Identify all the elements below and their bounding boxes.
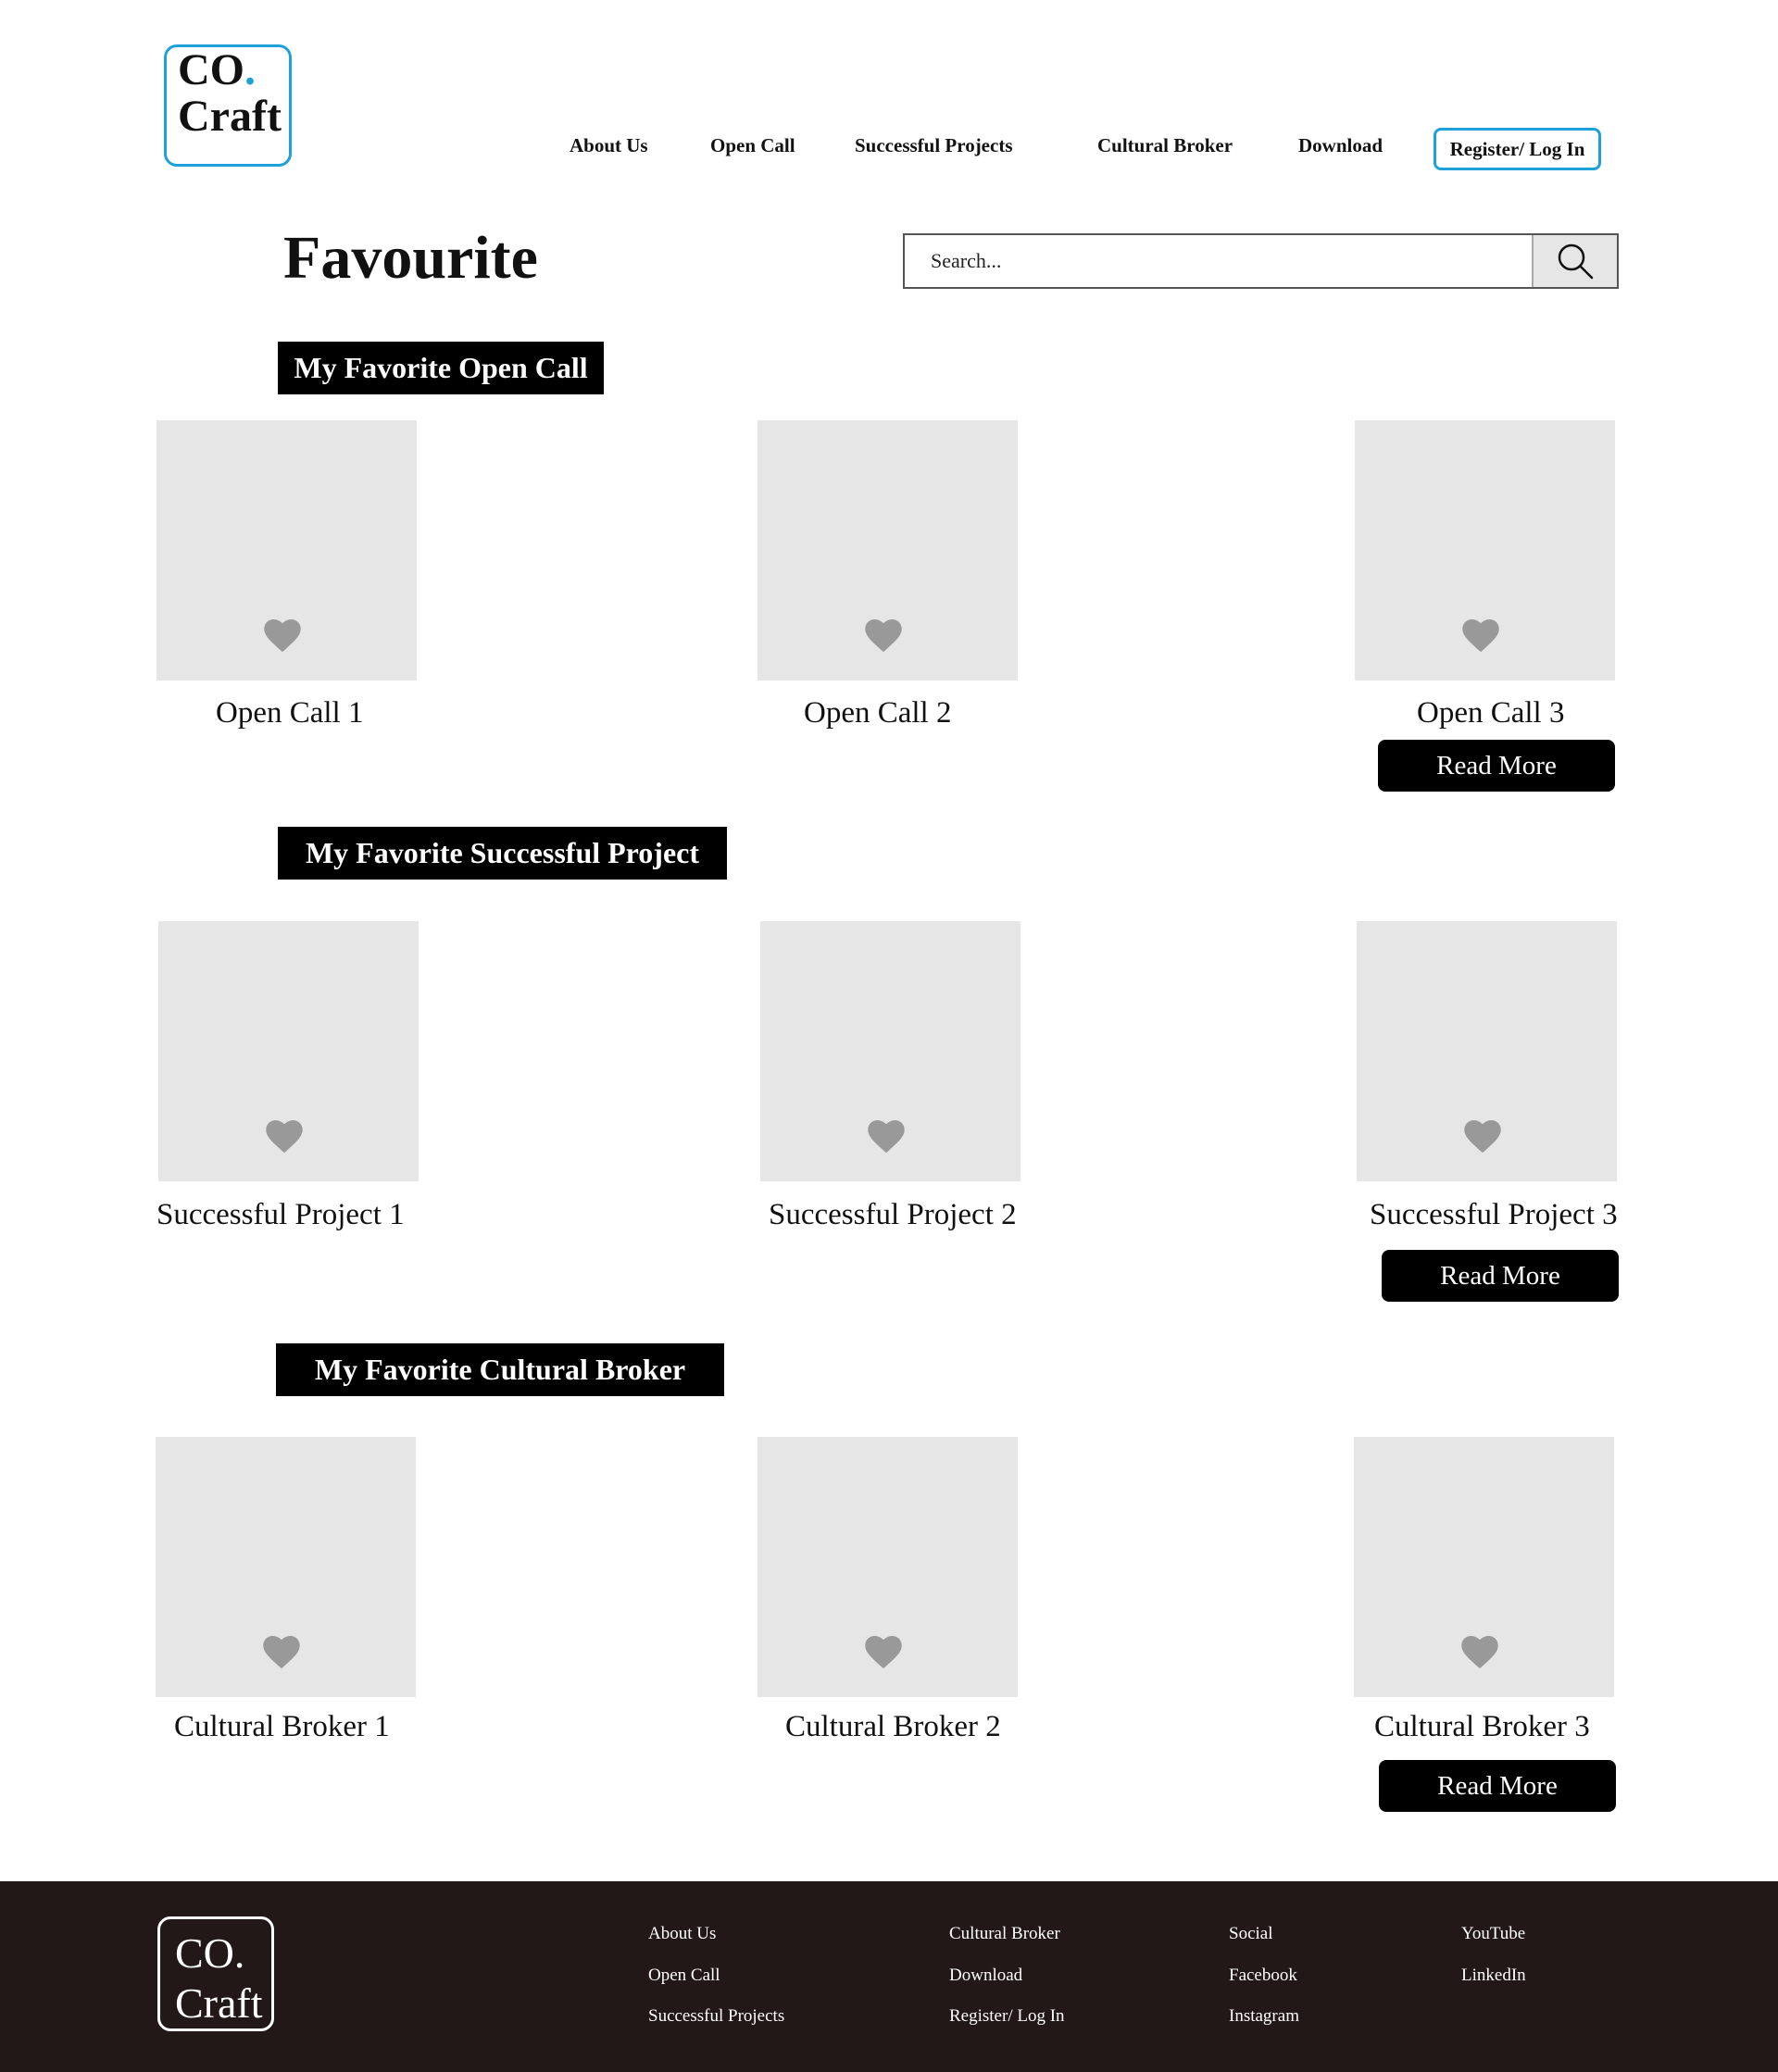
successful-project-card-3-image[interactable] (1357, 921, 1617, 1181)
open-call-card-2-image[interactable] (758, 420, 1018, 680)
logo-line2: Craft (178, 92, 282, 141)
open-call-card-3-label[interactable]: Open Call 3 (1417, 696, 1565, 730)
footer-logo[interactable] (157, 1916, 274, 2031)
successful-project-card-3-label[interactable]: Successful Project 3 (1370, 1198, 1618, 1231)
footer-link-open-call[interactable]: Open Call (648, 1966, 720, 1985)
footer-link-download[interactable]: Download (949, 1966, 1023, 1985)
footer-logo-text (175, 1928, 263, 2028)
footer-link-linkedin[interactable]: LinkedIn (1461, 1966, 1526, 1985)
section-heading-cultural-broker: My Favorite Cultural Broker (276, 1343, 724, 1396)
footer-link-instagram[interactable]: Instagram (1229, 2006, 1299, 2026)
heart-icon[interactable] (867, 1120, 906, 1154)
heart-icon[interactable] (1463, 1120, 1502, 1154)
section-heading-open-call: My Favorite Open Call (278, 342, 604, 394)
footer-link-register-login[interactable]: Register/ Log In (949, 2006, 1065, 2026)
logo-dot: . (244, 45, 256, 94)
cultural-broker-read-more-button[interactable]: Read More (1379, 1760, 1616, 1812)
nav-download[interactable]: Download (1298, 134, 1384, 156)
heart-icon[interactable] (262, 1636, 301, 1669)
search-icon (1555, 241, 1596, 281)
nav-about-us[interactable]: About Us (570, 134, 648, 156)
successful-project-card-1-image[interactable] (158, 921, 419, 1181)
cultural-broker-card-2-image[interactable] (758, 1437, 1018, 1697)
footer-logo-line1: CO. (175, 1929, 245, 1977)
register-login-button[interactable]: Register/ Log In (1434, 128, 1601, 170)
footer-link-youtube[interactable]: YouTube (1461, 1924, 1526, 1943)
open-call-read-more-button[interactable]: Read More (1378, 740, 1615, 792)
section-heading-successful-project: My Favorite Successful Project (278, 827, 727, 880)
search-input[interactable] (905, 235, 1534, 287)
cultural-broker-card-1-label[interactable]: Cultural Broker 1 (174, 1710, 390, 1743)
successful-project-card-1-label[interactable]: Successful Project 1 (157, 1198, 405, 1231)
logo-line1: CO (178, 45, 244, 94)
footer-link-about-us[interactable]: About Us (648, 1924, 717, 1943)
heart-icon[interactable] (265, 1120, 304, 1154)
successful-project-card-2-label[interactable]: Successful Project 2 (769, 1198, 1017, 1231)
footer-link-successful-projects[interactable]: Successful Projects (648, 2006, 785, 2026)
heart-icon[interactable] (1461, 619, 1500, 653)
footer-link-facebook[interactable]: Facebook (1229, 1966, 1297, 1985)
nav-open-call[interactable]: Open Call (710, 134, 795, 156)
logo-text (178, 47, 282, 140)
cultural-broker-card-3-image[interactable] (1354, 1437, 1614, 1697)
open-call-card-1-image[interactable] (157, 420, 417, 680)
open-call-card-1-label[interactable]: Open Call 1 (216, 696, 364, 730)
site-logo[interactable] (164, 44, 292, 167)
open-call-card-2-label[interactable]: Open Call 2 (804, 696, 952, 730)
footer-link-cultural-broker[interactable]: Cultural Broker (949, 1924, 1060, 1943)
heart-icon[interactable] (864, 1636, 903, 1669)
successful-project-read-more-button[interactable]: Read More (1382, 1250, 1619, 1302)
heart-icon[interactable] (263, 619, 302, 653)
footer-logo-line2: Craft (175, 1979, 263, 2027)
footer-social-heading: Social (1229, 1924, 1273, 1943)
cultural-broker-card-3-label[interactable]: Cultural Broker 3 (1374, 1710, 1590, 1743)
search-bar (903, 233, 1619, 289)
open-call-card-3-image[interactable] (1355, 420, 1615, 680)
successful-project-card-2-image[interactable] (760, 921, 1020, 1181)
heart-icon[interactable] (864, 619, 903, 653)
page-title: Favourite (283, 224, 538, 292)
cultural-broker-card-2-label[interactable]: Cultural Broker 2 (785, 1710, 1001, 1743)
heart-icon[interactable] (1460, 1636, 1499, 1669)
nav-successful-projects[interactable]: Successful Projects (855, 134, 1013, 156)
cultural-broker-card-1-image[interactable] (156, 1437, 416, 1697)
search-button[interactable] (1532, 235, 1617, 287)
nav-cultural-broker[interactable]: Cultural Broker (1097, 134, 1233, 156)
